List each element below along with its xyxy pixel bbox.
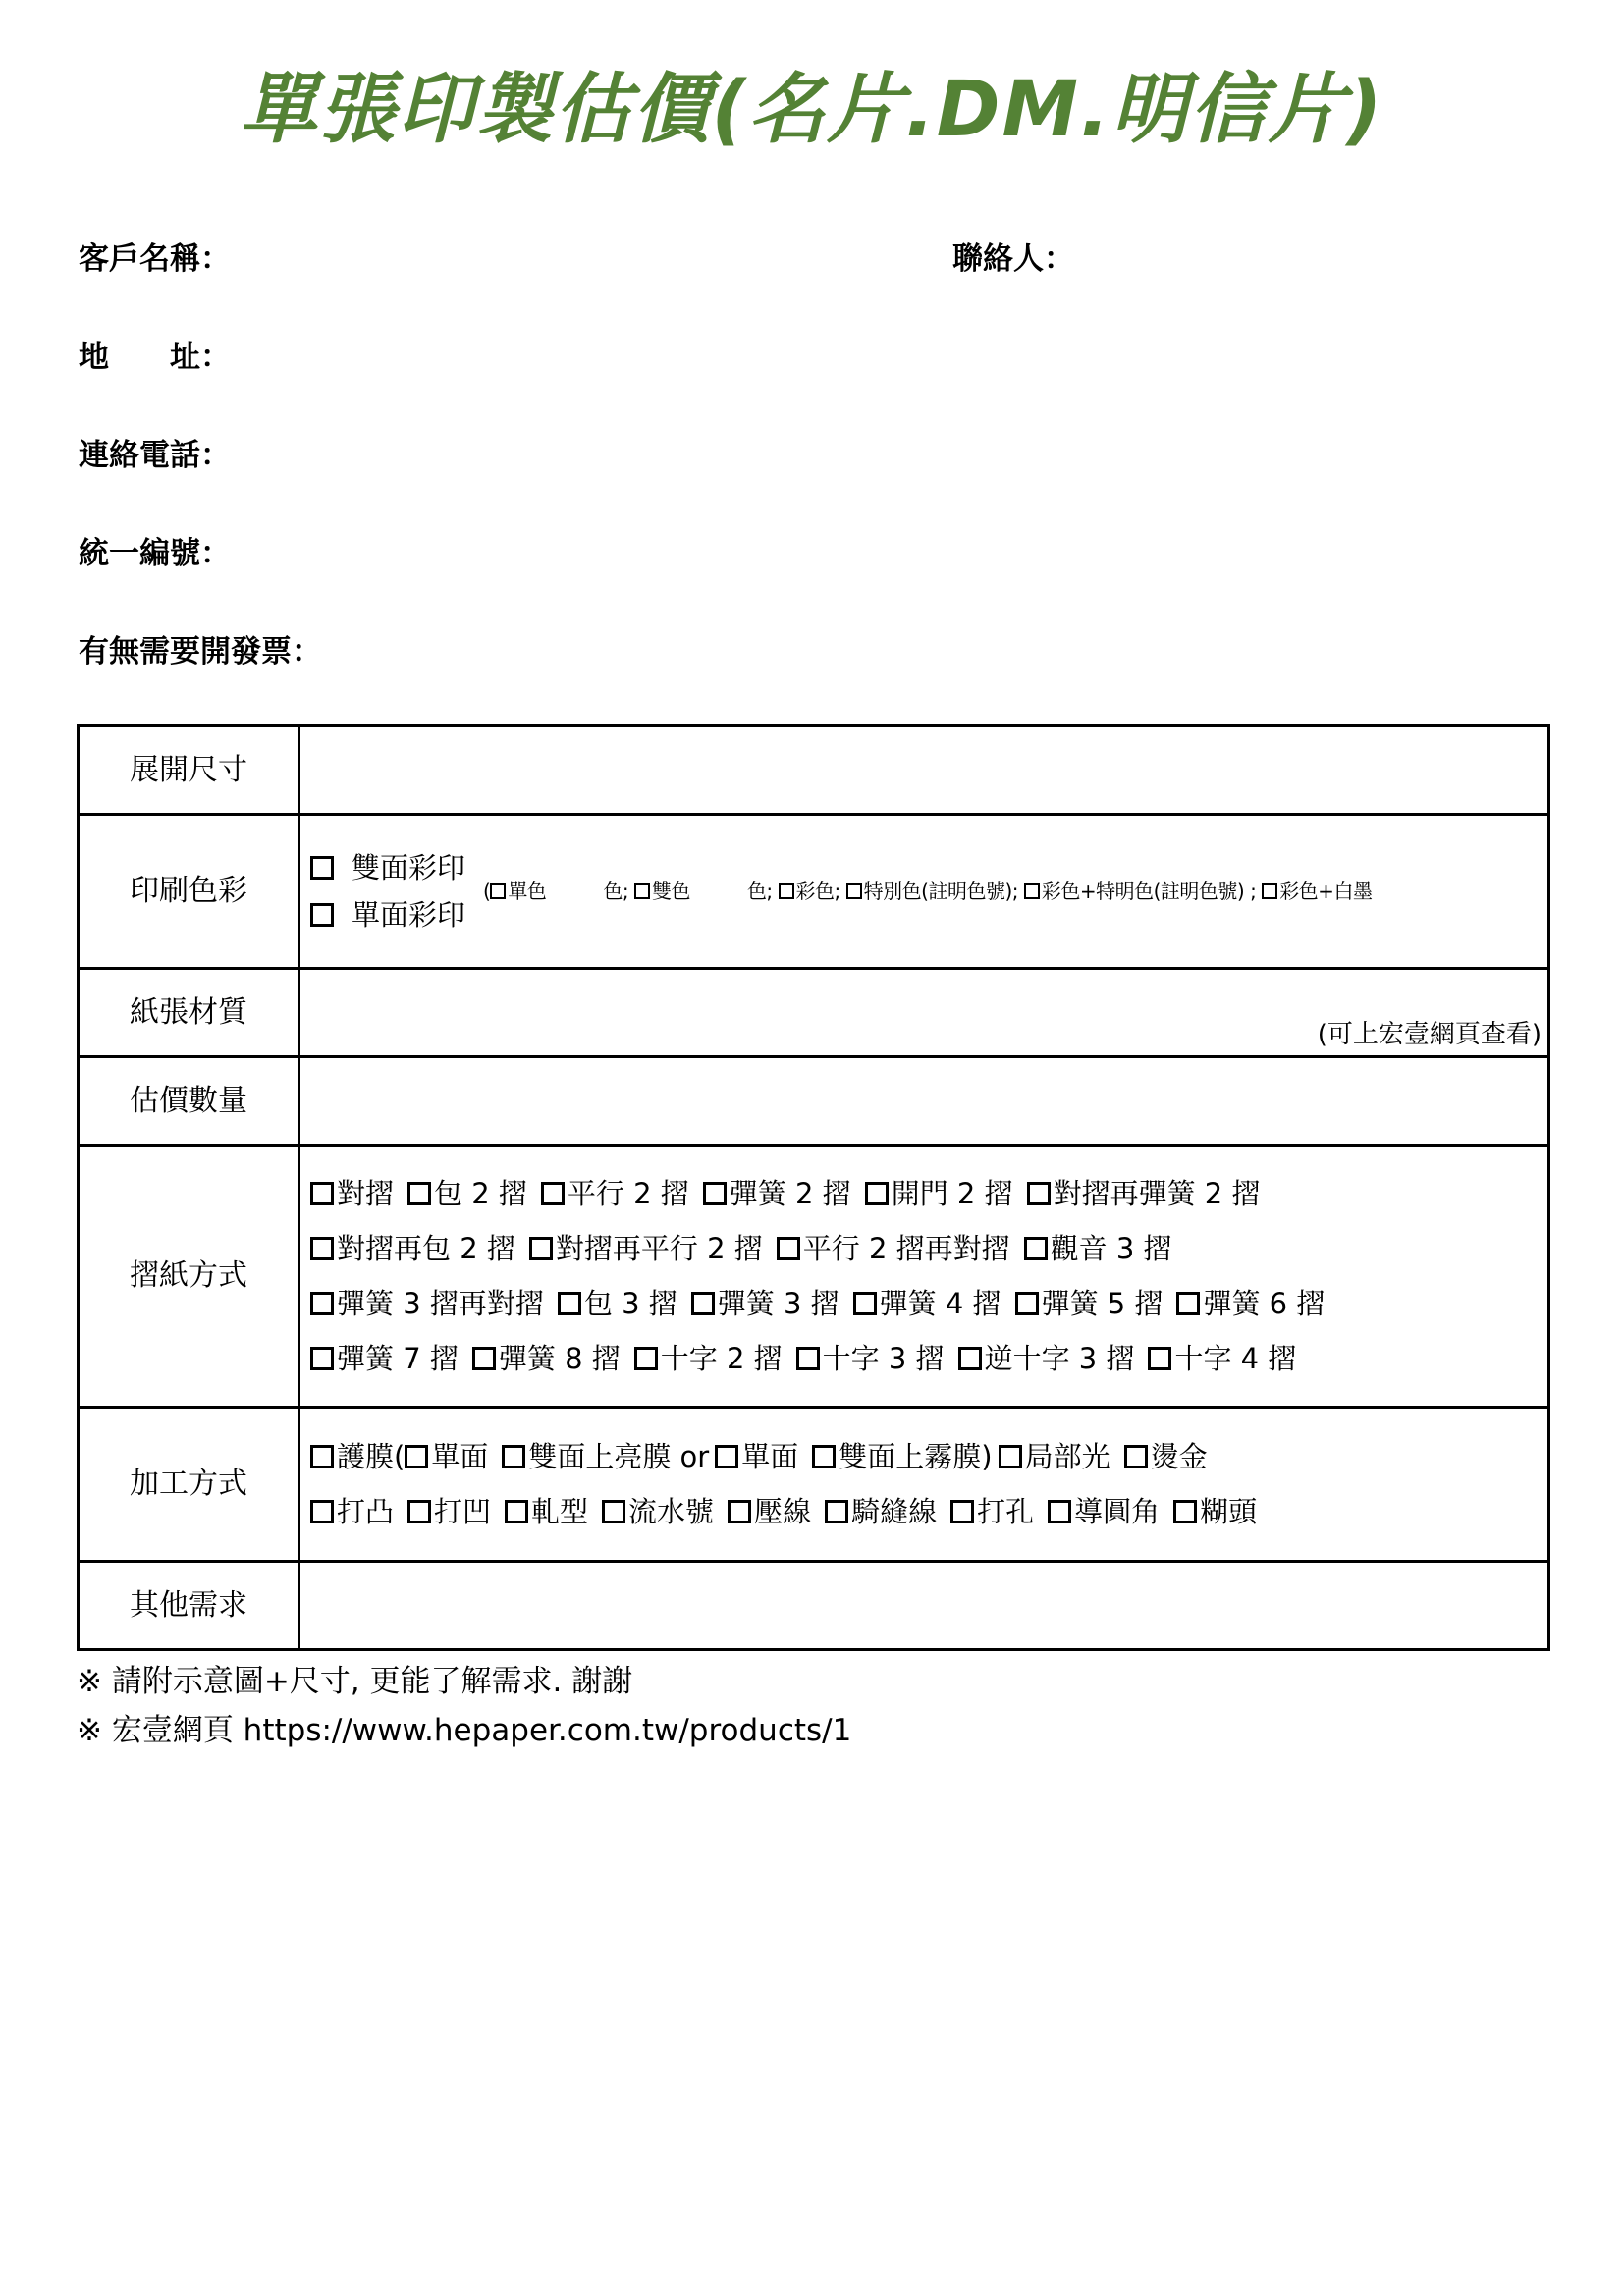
other-requirements-field[interactable] (299, 1562, 1549, 1650)
finishing-line-2 (310, 1484, 1547, 1539)
option-single-matte: 單面 (741, 1440, 799, 1473)
checkbox-option[interactable] (853, 1287, 1001, 1320)
checkbox-icon[interactable] (1124, 1445, 1148, 1468)
option-label: 打凹 (434, 1495, 492, 1528)
quantity-field[interactable] (299, 1057, 1549, 1146)
checkbox-icon[interactable] (703, 1182, 727, 1205)
quote-form-table (77, 724, 1550, 1651)
option-hot-stamp: 燙金 (1150, 1440, 1208, 1473)
option-label: 彈簧 4 摺 (879, 1287, 1001, 1320)
color-suffix: 色; (603, 880, 634, 903)
checkbox-icon[interactable] (407, 1182, 431, 1205)
color-suffix: 色; (746, 880, 779, 903)
finishing-line-1 (310, 1429, 1547, 1484)
option-single-sided-color[interactable] (310, 895, 465, 934)
option-label: 彈簧 6 摺 (1203, 1287, 1326, 1320)
unfolded-size-field[interactable] (299, 726, 1549, 815)
checkbox-option[interactable] (777, 1232, 1010, 1265)
label-finishing: 加工方式 (79, 1408, 299, 1562)
checkbox-option[interactable] (529, 1232, 763, 1265)
checkbox-option[interactable] (1024, 1232, 1172, 1265)
checkbox-icon[interactable] (825, 1500, 848, 1523)
contact-person-label: 聯絡人： (952, 241, 1074, 277)
option-full-color: 彩色; (795, 880, 846, 903)
row-folding (79, 1146, 1549, 1408)
checkbox-option[interactable] (796, 1342, 945, 1375)
option-label: 十字 3 摺 (822, 1342, 945, 1375)
phone-label: 連絡電話： (79, 438, 231, 473)
option-label: 彈簧 7 摺 (337, 1342, 459, 1375)
option-label: 十字 4 摺 (1174, 1342, 1297, 1375)
option-label: 對摺再彈簧 2 摺 (1053, 1177, 1261, 1210)
row-print-color (79, 815, 1549, 969)
checkbox-option[interactable] (728, 1495, 811, 1528)
option-label: 雙面彩印 (352, 851, 466, 884)
checkbox-option[interactable] (310, 1177, 394, 1210)
paper-material-hint: (可上宏壹網頁查看) (1317, 1020, 1542, 1049)
folding-line (310, 1276, 1547, 1331)
checkbox-option[interactable] (407, 1495, 491, 1528)
option-spot-color: 特別色(註明色號); (863, 880, 1024, 903)
note-website-link[interactable]: ※ 宏壹網頁 https://www.hepaper.com.tw/products/1 (77, 1713, 852, 1748)
option-label: 彈簧 3 摺 (717, 1287, 839, 1320)
checkbox-option[interactable] (1015, 1287, 1164, 1320)
option-label: 開門 2 摺 (891, 1177, 1013, 1210)
option-label: 對摺 (337, 1177, 395, 1210)
checkbox-icon[interactable] (310, 1292, 334, 1315)
option-double-sided-color[interactable] (310, 848, 465, 887)
checkbox-icon[interactable] (529, 1237, 553, 1260)
option-label: 騎縫線 (851, 1495, 938, 1528)
note-attach-sketch: ※ 請附示意圖+尺寸, 更能了解需求. 謝謝 (77, 1664, 633, 1699)
checkbox-icon[interactable] (1262, 883, 1277, 899)
checkbox-icon[interactable] (812, 1445, 836, 1468)
checkbox-option[interactable] (505, 1495, 588, 1528)
checkbox-icon[interactable] (958, 1347, 982, 1370)
footnotes (77, 1657, 851, 1755)
option-label: 平行 2 摺再對摺 (802, 1232, 1010, 1265)
checkbox-option[interactable] (310, 1342, 459, 1375)
folding-options (299, 1146, 1549, 1408)
option-single-gloss: 單面 (431, 1440, 489, 1473)
checkbox-option[interactable] (825, 1495, 937, 1528)
invoice-needed-label: 有無需要開發票： (79, 634, 322, 669)
checkbox-option[interactable] (310, 1287, 544, 1320)
option-two-color: 雙色 (651, 880, 690, 903)
checkbox-option[interactable] (691, 1287, 839, 1320)
paper-material-field[interactable] (299, 969, 1549, 1057)
option-label: 對摺再平行 2 摺 (555, 1232, 763, 1265)
option-label: 觀音 3 摺 (1050, 1232, 1172, 1265)
folding-line (310, 1331, 1547, 1386)
label-unfolded-size: 展開尺寸 (79, 726, 299, 815)
checkbox-icon[interactable] (950, 1500, 974, 1523)
checkbox-icon[interactable] (853, 1292, 877, 1315)
checkbox-option[interactable] (472, 1342, 621, 1375)
row-quantity (79, 1057, 1549, 1146)
checkbox-option[interactable] (310, 1232, 515, 1265)
option-label: 對摺再包 2 摺 (337, 1232, 515, 1265)
label-paper-material: 紙張材質 (79, 969, 299, 1057)
paren-open: ( (483, 880, 491, 903)
checkbox-icon[interactable] (796, 1347, 820, 1370)
checkbox-option[interactable] (958, 1342, 1135, 1375)
checkbox-option[interactable] (1048, 1495, 1160, 1528)
checkbox-option[interactable] (1027, 1177, 1261, 1210)
checkbox-icon[interactable] (1024, 1237, 1048, 1260)
option-label: 彈簧 3 摺再對摺 (337, 1287, 544, 1320)
option-full-plus-white: 彩色+白墨 (1279, 880, 1373, 903)
checkbox-icon[interactable] (846, 883, 862, 899)
checkbox-option[interactable] (541, 1177, 689, 1210)
option-single-color: 單色 (508, 880, 547, 903)
checkbox-option[interactable] (1148, 1342, 1296, 1375)
row-other-requirements (79, 1562, 1549, 1650)
checkbox-icon[interactable] (1148, 1347, 1171, 1370)
option-label: 糊頭 (1200, 1495, 1258, 1528)
checkbox-icon[interactable] (602, 1500, 625, 1523)
checkbox-icon[interactable] (310, 1500, 334, 1523)
option-label: 單面彩印 (352, 898, 466, 932)
option-label: 十字 2 摺 (660, 1342, 783, 1375)
checkbox-icon[interactable] (634, 883, 650, 899)
checkbox-option[interactable] (558, 1287, 677, 1320)
checkbox-icon[interactable] (779, 883, 794, 899)
option-full-plus-spot: 彩色+特明色(註明色號) ; (1041, 880, 1263, 903)
label-folding: 摺紙方式 (79, 1146, 299, 1408)
checkbox-option[interactable] (865, 1177, 1013, 1210)
checkbox-icon[interactable] (310, 1237, 334, 1260)
label-other-requirements: 其他需求 (79, 1562, 299, 1650)
checkbox-icon[interactable] (558, 1292, 581, 1315)
option-label: 導圓角 (1074, 1495, 1161, 1528)
checkbox-icon[interactable] (505, 1500, 528, 1523)
checkbox-icon[interactable] (715, 1445, 738, 1468)
checkbox-icon[interactable] (999, 1445, 1022, 1468)
checkbox-option[interactable] (703, 1177, 851, 1210)
option-double-matte: 雙面上霧膜) (839, 1440, 993, 1473)
label-print-color: 印刷色彩 (79, 815, 299, 969)
option-spot-uv: 局部光 (1024, 1440, 1110, 1473)
checkbox-icon[interactable] (634, 1347, 658, 1370)
checkbox-icon[interactable] (1024, 883, 1040, 899)
checkbox-icon[interactable] (310, 1182, 334, 1205)
checkbox-icon[interactable] (1173, 1500, 1197, 1523)
option-lamination: 護膜( (337, 1440, 406, 1473)
page-title: 單張印製估價(名片.DM.明信片) (240, 66, 1384, 154)
checkbox-option[interactable] (1176, 1287, 1325, 1320)
checkbox-option[interactable] (407, 1177, 527, 1210)
option-label: 彈簧 2 摺 (729, 1177, 851, 1210)
option-label: 打凸 (337, 1495, 395, 1528)
checkbox-option[interactable] (634, 1342, 783, 1375)
checkbox-icon[interactable] (1048, 1500, 1071, 1523)
checkbox-icon[interactable] (405, 1445, 428, 1468)
row-paper-material (79, 969, 1549, 1057)
checkbox-icon[interactable] (310, 903, 334, 927)
checkbox-icon[interactable] (728, 1500, 751, 1523)
tax-id-label: 統一編號： (79, 536, 231, 571)
checkbox-option[interactable] (1173, 1495, 1257, 1528)
address-label: 地 址： (79, 340, 231, 375)
color-detail-options (483, 864, 1372, 919)
option-label: 彈簧 5 摺 (1041, 1287, 1164, 1320)
option-double-gloss: 雙面上亮膜 or (528, 1440, 710, 1473)
checkbox-icon[interactable] (310, 856, 334, 880)
checkbox-icon[interactable] (490, 883, 506, 899)
checkbox-icon[interactable] (541, 1182, 565, 1205)
finishing-options (299, 1408, 1549, 1562)
checkbox-option[interactable] (310, 1495, 394, 1528)
checkbox-icon[interactable] (691, 1292, 715, 1315)
print-color-field (299, 815, 1549, 969)
row-unfolded-size (79, 726, 1549, 815)
option-label: 軋型 (531, 1495, 589, 1528)
row-finishing (79, 1408, 1549, 1562)
checkbox-icon[interactable] (502, 1445, 525, 1468)
checkbox-option[interactable] (950, 1495, 1034, 1528)
option-label: 彈簧 8 摺 (498, 1342, 621, 1375)
customer-name-label: 客戶名稱： (79, 241, 231, 277)
checkbox-icon[interactable] (310, 1347, 334, 1370)
checkbox-icon[interactable] (472, 1347, 496, 1370)
option-label: 流水號 (628, 1495, 715, 1528)
folding-line (310, 1221, 1547, 1276)
checkbox-option[interactable] (602, 1495, 714, 1528)
checkbox-icon[interactable] (1176, 1292, 1200, 1315)
option-label: 壓線 (754, 1495, 812, 1528)
option-label: 包 3 摺 (583, 1287, 677, 1320)
checkbox-icon[interactable] (1015, 1292, 1039, 1315)
option-label: 打孔 (977, 1495, 1035, 1528)
option-label: 平行 2 摺 (567, 1177, 689, 1210)
checkbox-icon[interactable] (1027, 1182, 1051, 1205)
checkbox-icon[interactable] (777, 1237, 800, 1260)
option-label: 包 2 摺 (434, 1177, 527, 1210)
checkbox-icon[interactable] (865, 1182, 889, 1205)
checkbox-icon[interactable] (407, 1500, 431, 1523)
option-label: 逆十字 3 摺 (984, 1342, 1135, 1375)
checkbox-icon[interactable] (310, 1445, 334, 1468)
folding-line (310, 1166, 1547, 1221)
label-quantity: 估價數量 (79, 1057, 299, 1146)
